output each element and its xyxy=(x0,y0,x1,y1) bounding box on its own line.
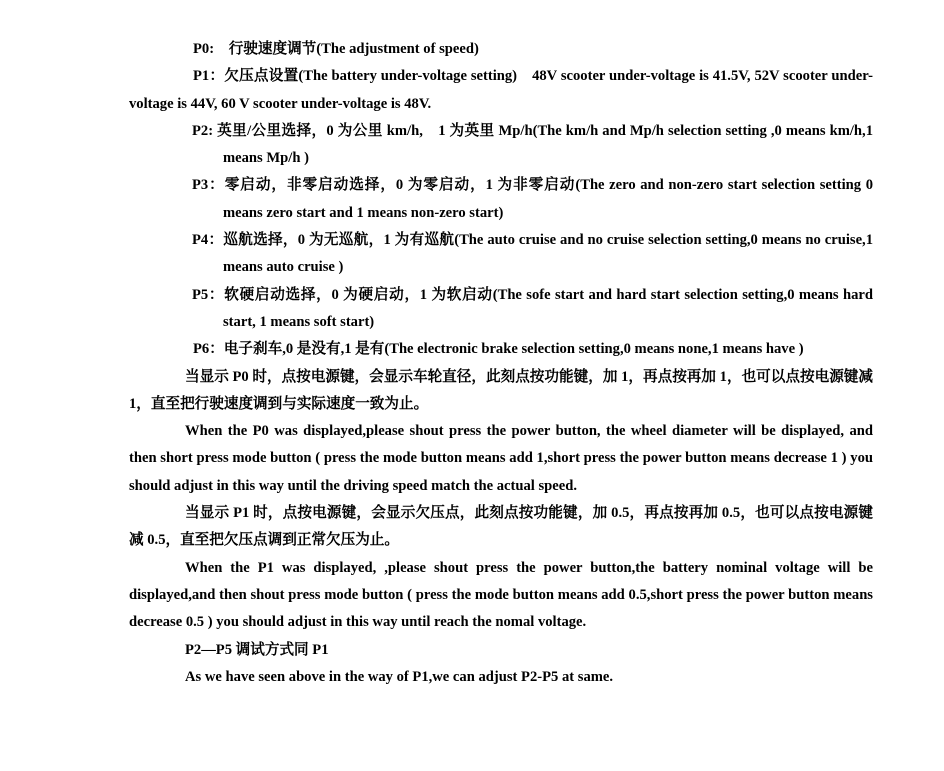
parameter-p4 xyxy=(129,227,873,282)
parameter-description: 软硬启动选择，0 为硬启动，1 为软启动(The sofe start and hard start selection setting,0 means hard start, 1 means soft start) xyxy=(223,286,873,330)
instruction-p2-p5-english: As we have seen above in the way of P1,we can adjust P2-P5 at same. xyxy=(185,668,614,685)
parameter-code: P0: xyxy=(193,41,215,57)
document-page xyxy=(129,36,873,691)
instruction-p0-english: When the P0 was displayed,please shout press the power button, the wheel diameter will be displayed, and then short press mode button ( press the mode button means add 1,short press the power button means decrease 1 ) you should adjust in this way until the driving speed match the actual speed. xyxy=(129,423,873,494)
parameter-description: 欠压点设置(The battery under-voltage setting) 48V scooter under-voltage is 41.5V, 52V scooter under-voltage is 44V, 60 V scooter under-voltage is 48V. xyxy=(129,68,873,112)
parameter-code: P1： xyxy=(193,68,225,85)
parameter-p5 xyxy=(129,282,873,337)
parameter-p3 xyxy=(129,172,873,227)
parameter-description: 电子刹车,0 是没有,1 是有(The electronic brake selection setting,0 means none,1 means have ) xyxy=(223,341,804,358)
instruction-p2-p5-chinese: P2—P5 调试方式同 P1 xyxy=(185,641,329,658)
parameter-description: 巡航选择，0 为无巡航，1 为有巡航(The auto cruise and no cruise selection setting,0 means no cruise,1 means auto cruise ) xyxy=(223,232,873,276)
parameter-code: P5： xyxy=(192,286,225,303)
parameter-p1 xyxy=(129,63,873,118)
parameter-description: 英里/公里选择，0 为公里 km/h, 1 为英里 Mp/h(The km/h and Mp/h selection setting ,0 means km/h,1 means Mp/h ) xyxy=(217,122,873,167)
parameter-description: 行驶速度调节(The adjustment of speed) xyxy=(228,41,479,57)
parameter-code: P2: xyxy=(192,122,214,139)
parameter-p2 xyxy=(129,118,873,173)
parameter-description: 零启动，非零启动选择，0 为零启动，1 为非零启动(The zero and non-zero start selection setting 0 means zero start and 1 means non-zero start) xyxy=(223,177,873,221)
parameter-p6 xyxy=(129,336,873,363)
parameter-code: P6： xyxy=(193,341,224,358)
parameter-code: P3： xyxy=(192,177,225,194)
parameter-p0 xyxy=(129,36,873,63)
parameter-code: P4： xyxy=(192,232,224,249)
instruction-p0-chinese: 当显示 P0 时，点按电源键，会显示车轮直径，此刻点按功能键，加 1，再点按再加 1，也可以点按电源键减 1，直至把行驶速度调到与实际速度一致为止。 xyxy=(129,368,873,412)
instruction-p1-english: When the P1 was displayed, ,please shout press the power button,the battery nominal voltage will be displayed,and then shout press mode button ( press the mode button means add 0.5,short press the power button means decrease 0.5 ) you should adjust in this way until reach the nomal voltage. xyxy=(129,559,873,631)
instruction-p1-chinese: 当显示 P1 时，点按电源键，会显示欠压点，此刻点按功能键，加 0.5，再点按再加 0.5，也可以点按电源键减 0.5，直至把欠压点调到正常欠压为止。 xyxy=(129,505,873,549)
